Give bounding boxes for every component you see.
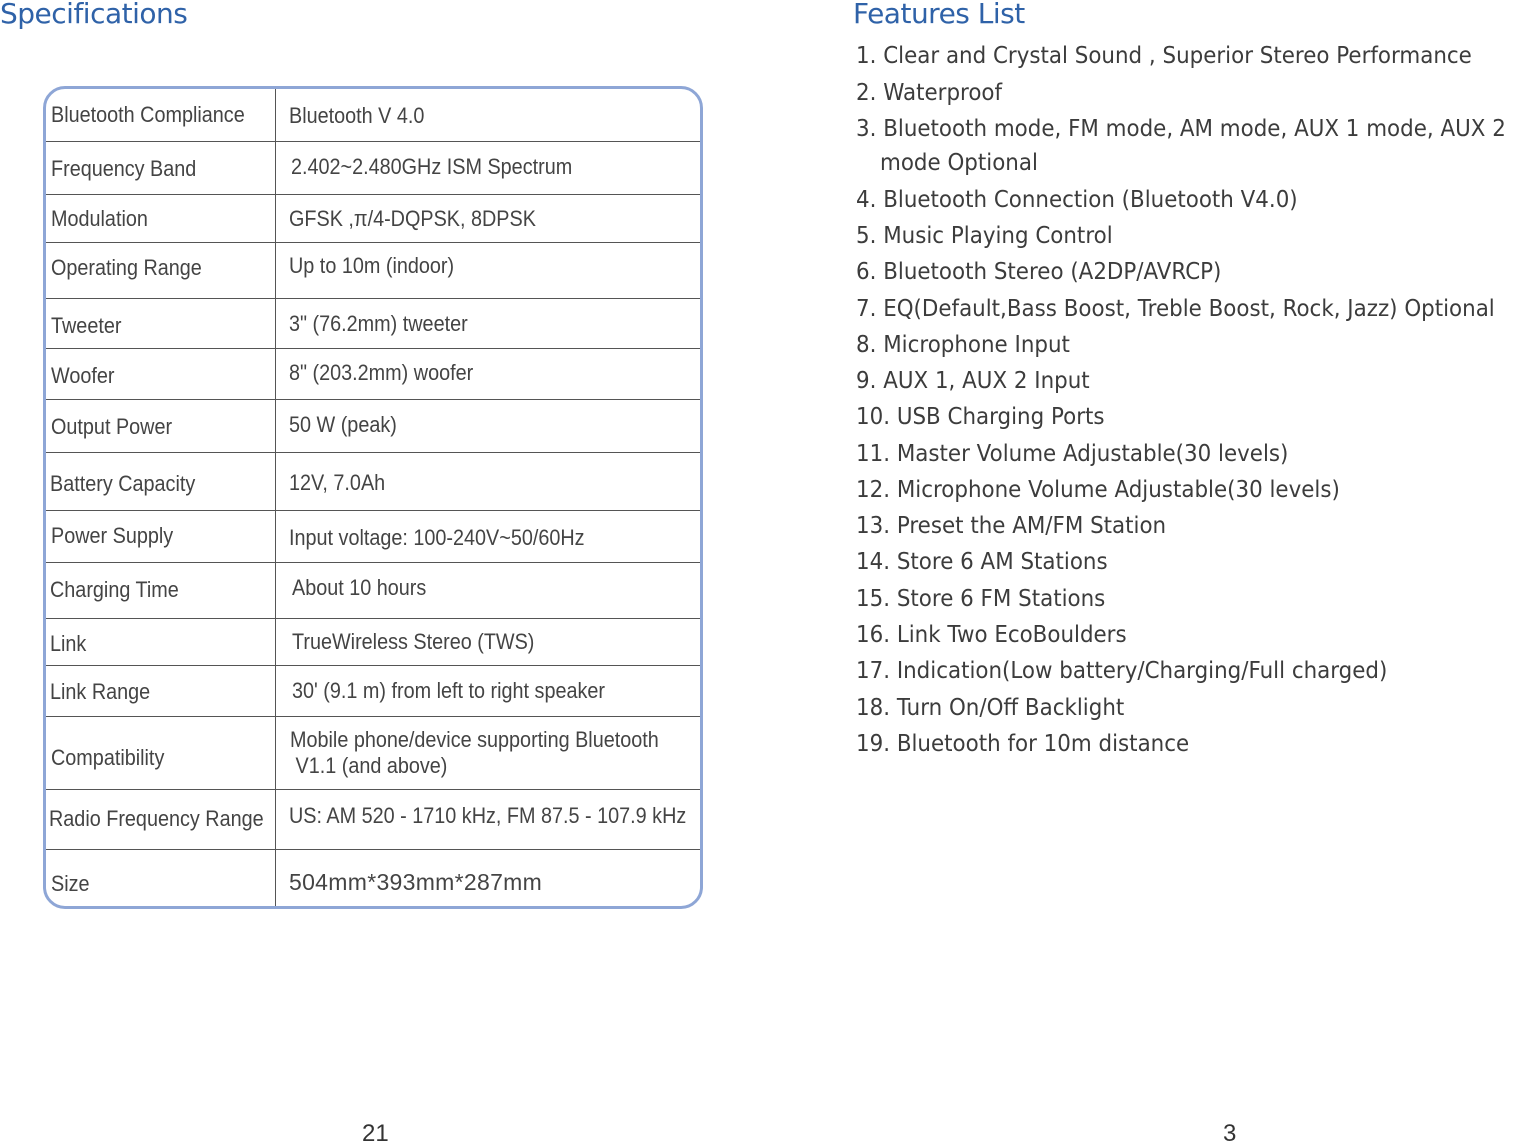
page-number-right: 3	[1223, 1120, 1237, 1147]
spec-value: Bluetooth V 4.0	[289, 103, 425, 128]
page-number-left: 21	[362, 1120, 389, 1147]
spec-value: Input voltage: 100-240V~50/60Hz	[289, 525, 585, 550]
feature-item: 8. Microphone Input	[856, 332, 1070, 358]
spec-row-tweeter	[46, 299, 700, 349]
spec-value: 12V, 7.0Ah	[289, 470, 386, 495]
spec-label: Output Power	[51, 414, 173, 439]
spec-row-battery-capacity	[46, 453, 700, 511]
spec-row-bluetooth-compliance	[46, 89, 700, 142]
spec-value: Up to 10m (indoor)	[289, 253, 455, 278]
feature-item: 19. Bluetooth for 10m distance	[856, 731, 1190, 757]
spec-label: Radio Frequency Range	[49, 806, 264, 831]
spec-value: 30' (9.1 m) from left to right speaker	[292, 678, 606, 703]
feature-item: 18. Turn On/Off Backlight	[856, 695, 1125, 721]
spec-row-charging-time	[46, 563, 700, 619]
spec-row-size	[46, 850, 700, 909]
spec-row-output-power	[46, 400, 700, 453]
spec-label: Modulation	[51, 206, 148, 231]
spec-row-link	[46, 619, 700, 666]
feature-item: 1. Clear and Crystal Sound , Superior Stereo Performance	[856, 43, 1472, 69]
feature-item: 2. Waterproof	[856, 80, 1003, 106]
spec-value: TrueWireless Stereo (TWS)	[292, 629, 535, 654]
spec-label: Size	[51, 871, 90, 896]
feature-item: 3. Bluetooth mode, FM mode, AM mode, AUX 1 mode, AUX 2	[856, 116, 1506, 142]
spec-label: Woofer	[51, 363, 115, 388]
feature-item: 14. Store 6 AM Stations	[856, 549, 1108, 575]
spec-label: Link Range	[50, 679, 151, 704]
spec-value: 2.402~2.480GHz ISM Spectrum	[291, 154, 573, 179]
spec-row-compatibility	[46, 717, 700, 790]
feature-item: 6. Bluetooth Stereo (A2DP/AVRCP)	[856, 259, 1222, 285]
spec-value: Mobile phone/device supporting Bluetooth V1.1 (and above)	[290, 727, 659, 778]
spec-label: Charging Time	[50, 577, 179, 602]
feature-item: 7. EQ(Default,Bass Boost, Treble Boost, Rock, Jazz) Optional	[856, 296, 1495, 322]
spec-value: 504mm*393mm*287mm	[289, 869, 543, 895]
spec-row-woofer	[46, 349, 700, 400]
spec-value: GFSK ,π/4-DQPSK, 8DPSK	[289, 206, 536, 231]
spec-value: 50 W (peak)	[289, 412, 397, 437]
spec-row-power-supply	[46, 511, 700, 563]
feature-item: 16. Link Two EcoBoulders	[856, 622, 1127, 648]
feature-item: 15. Store 6 FM Stations	[856, 586, 1106, 612]
spec-label: Battery Capacity	[50, 471, 196, 496]
feature-item: 9. AUX 1, AUX 2 Input	[856, 368, 1090, 394]
spec-value: About 10 hours	[292, 575, 427, 600]
features-list-heading: Features List	[853, 0, 1025, 30]
feature-item: 10. USB Charging Ports	[856, 404, 1105, 430]
feature-item: 12. Microphone Volume Adjustable(30 levels)	[856, 477, 1340, 503]
feature-item: mode Optional	[880, 150, 1038, 176]
spec-label: Frequency Band	[51, 156, 197, 181]
spec-row-modulation	[46, 195, 700, 243]
spec-label: Compatibility	[51, 745, 165, 770]
spec-label: Operating Range	[51, 255, 202, 280]
specifications-table	[43, 86, 703, 909]
spec-row-radio-frequency-range	[46, 790, 700, 850]
spec-row-link-range	[46, 666, 700, 717]
spec-row-operating-range	[46, 243, 700, 299]
spec-label: Tweeter	[51, 313, 122, 338]
spec-value: 3" (76.2mm) tweeter	[289, 311, 468, 336]
feature-item: 11. Master Volume Adjustable(30 levels)	[856, 441, 1289, 467]
spec-label: Bluetooth Compliance	[51, 102, 245, 127]
spec-value: 8" (203.2mm) woofer	[289, 360, 474, 385]
spec-label: Link	[50, 631, 87, 656]
feature-item: 4. Bluetooth Connection (Bluetooth V4.0)	[856, 187, 1298, 213]
feature-item: 17. Indication(Low battery/Charging/Full charged)	[856, 658, 1388, 684]
spec-label: Power Supply	[51, 523, 174, 548]
spec-row-frequency-band	[46, 142, 700, 195]
feature-item: 13. Preset the AM/FM Station	[856, 513, 1167, 539]
spec-value: US: AM 520 - 1710 kHz, FM 87.5 - 107.9 kHz	[289, 803, 687, 828]
specifications-heading: Specifications	[0, 0, 188, 30]
feature-item: 5. Music Playing Control	[856, 223, 1113, 249]
